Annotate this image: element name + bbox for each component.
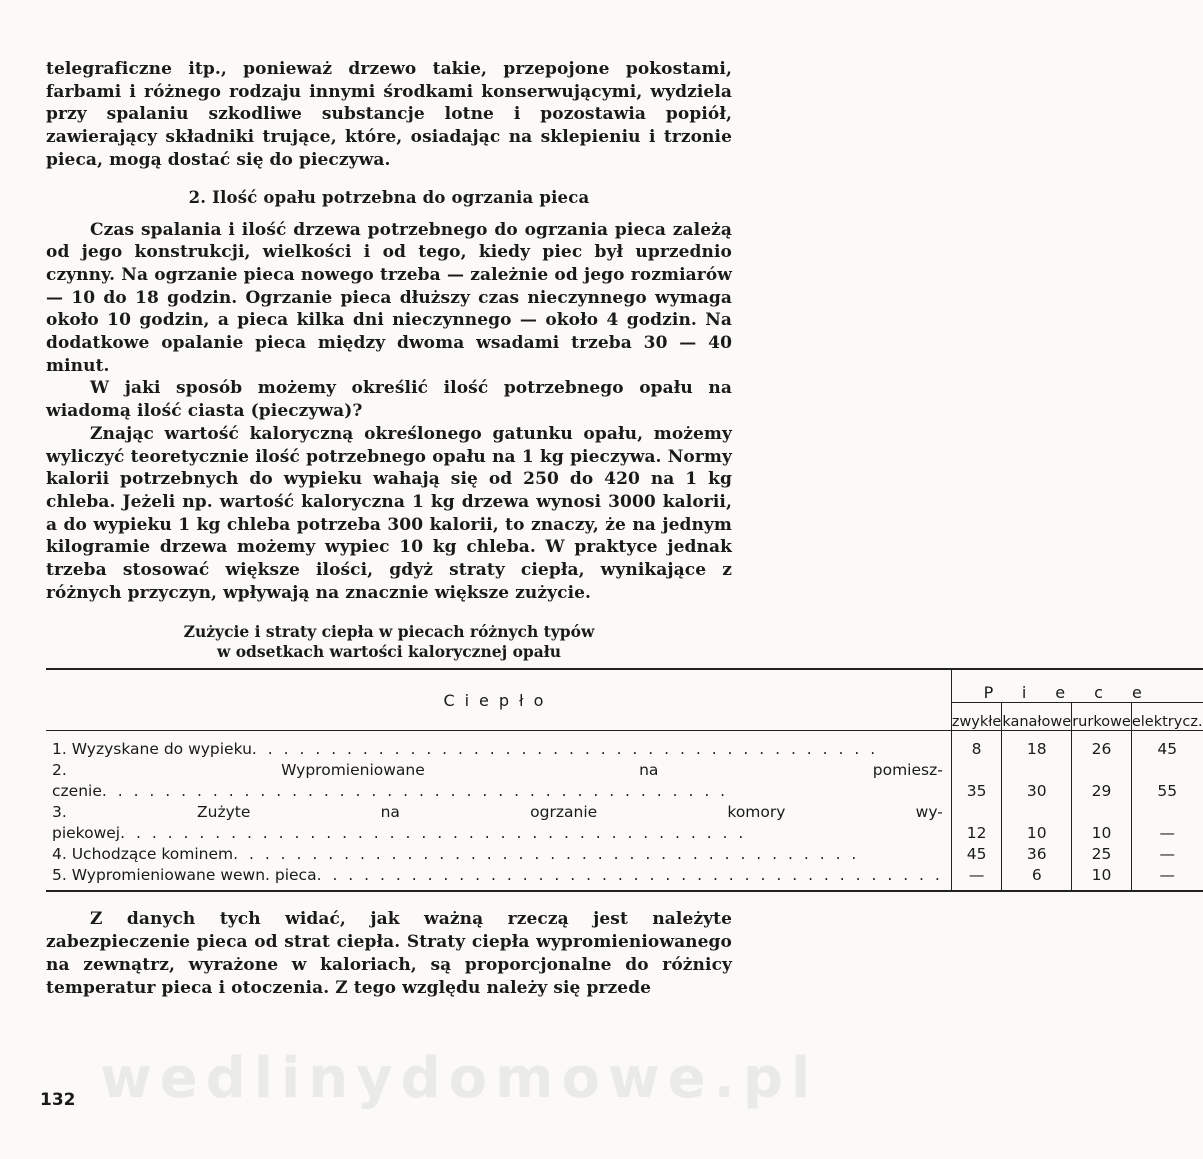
- table-caption-line1: Zużycie i straty ciepła w piecach różnych typów: [183, 622, 595, 642]
- row-label: [46, 731, 951, 761]
- table-cell: 45: [966, 845, 987, 864]
- row-label: [46, 802, 951, 844]
- table-row: [46, 865, 1203, 891]
- watermark: wedlinydomowe.pl: [100, 1046, 819, 1111]
- table-cell: 10: [1002, 802, 1072, 844]
- section-heading: 2. Ilość opału potrzebna do ogrzania pieca: [188, 187, 590, 207]
- row-label-text: 4. Uchodzące kominem: [52, 845, 234, 864]
- table-cell: 12: [966, 824, 987, 843]
- table-cell: —: [1131, 844, 1202, 865]
- row-label-text: 2. Wypromieniowane na pomiesz-: [52, 761, 943, 780]
- table-row: [46, 760, 1203, 802]
- heat-table: [46, 668, 1203, 892]
- page-body: [46, 58, 1203, 999]
- table-cell: 10: [1072, 865, 1132, 891]
- row-label: [46, 865, 951, 891]
- table-cell: —: [1131, 802, 1202, 844]
- paragraph-1: telegraficzne itp., ponieważ drzewo takie, przepojone pokostami, farbami i różnego rodzaju innymi środkami konserwującymi, wydziela przy spalaniu szkodliwe substancje lotne i pozostawia popiół, zawierający składniki trujące, które, osiadając na sklepieniu i trzonie pieca, mogą dostać się do pieczywa.: [46, 59, 732, 170]
- header-cieplo: Ciepło: [46, 669, 951, 731]
- paragraph-2: Czas spalania i ilość drzewa potrzebnego do ogrzania pieca zależą od jego konstrukcji, wielkości i od tego, kiedy piec był uprzednio czynny. Na ogrzanie pieca nowego trzeba — zależnie od jego rozmiarów — 10 do 18 godzin. Ogrzanie pieca dłuższy czas nieczynnego wymaga około 10 godzin, a pieca kilka dni nieczynnego — około 4 godzin. Na dodatkowe opalanie pieca między dwoma wsadami trzeba 30 — 40 minut.: [46, 219, 732, 376]
- table-cell: 30: [1002, 760, 1072, 802]
- dot-leader: . . . . . . . . . . . . . . . . . . . . . . . . . . . . . . . . . . . . . . . .: [101, 782, 729, 801]
- table-cell: 29: [1072, 760, 1132, 802]
- row-label-text: 5. Wypromieniowane wewn. pieca: [52, 866, 317, 885]
- column-header: rurkowe: [1072, 703, 1132, 731]
- dot-leader: . . . . . . . . . . . . . . . . . . . . . . . . . . . . . . . . . . . . . . . .: [120, 824, 747, 843]
- dot-leader: . . . . . . . . . . . . . . . . . . . . . . . . . . . . . . . . . . . . . . . .: [251, 740, 879, 759]
- table-cell: 18: [1002, 731, 1072, 761]
- row-label: [46, 844, 951, 865]
- table-row: [46, 802, 1203, 844]
- table-cell: 55: [1131, 760, 1202, 802]
- row-label-text: czenie: [52, 782, 102, 801]
- row-label-text: 3. Zużyte na ogrzanie komory wy-: [52, 803, 943, 822]
- column-header: kanałowe: [1002, 703, 1072, 731]
- row-label-text: 1. Wyzyskane do wypieku: [52, 740, 252, 759]
- table-row: [46, 844, 1203, 865]
- table-caption: [46, 622, 732, 662]
- table-cell: 6: [1002, 865, 1072, 891]
- table-cell: 36: [1002, 844, 1072, 865]
- row-label-text: piekowej: [52, 824, 121, 843]
- column-header: elektrycz.: [1131, 703, 1202, 731]
- dot-leader: . . . . . . . . . . . . . . . . . . . . . . . . . . . . . . . . . . . . . . . .: [233, 845, 860, 864]
- paragraph-4: Znając wartość kaloryczną określonego gatunku opału, możemy wyliczyć teoretycznie ilość potrzebnego opału na 1 kg pieczywa. Normy kalorii potrzebnych do wypieku wahają się od 250 do 420 na 1 kg chleba. Jeżeli np. wartość kaloryczna 1 kg drzewa wynosi 3000 kalorii, a do wypieku 1 kg chleba potrzeba 300 kalorii, to znaczy, że na jednym kilogramie drzewa możemy wypiec 10 kg chleba. W praktyce jednak trzeba stosować większe ilości, gdyż straty ciepła, wynikające z różnych przyczyn, wpływają na znacznie większe zużycie.: [46, 423, 732, 603]
- table-row: [46, 731, 1203, 761]
- page-number: 132: [40, 1090, 76, 1110]
- row-label: [46, 760, 951, 802]
- column-header: zwykłe: [951, 703, 1002, 731]
- table-cell: 8: [971, 740, 982, 759]
- paragraph-3: W jaki sposób możemy określić ilość potrzebnego opału na wiadomą ilość ciasta (pieczywa)?: [46, 378, 732, 422]
- table-cell: 25: [1072, 844, 1132, 865]
- table-cell: 35: [966, 782, 987, 801]
- header-piece: Piece: [951, 669, 1202, 703]
- table-cell: —: [1131, 865, 1202, 891]
- table-caption-line2: w odsetkach wartości kalorycznej opału: [216, 642, 562, 662]
- dot-leader: . . . . . . . . . . . . . . . . . . . . . . . . . . . . . . . . . . . . . . . .: [316, 866, 943, 885]
- table-cell: 45: [1131, 731, 1202, 761]
- table-cell: —: [968, 866, 985, 885]
- table-cell: 10: [1072, 802, 1132, 844]
- paragraph-5: Z danych tych widać, jak ważną rzeczą jest należyte zabezpieczenie pieca od strat ciepła. Straty ciepła wypromieniowanego na zewnątrz, wyrażone w kaloriach, są proporcjonalne do różnicy temperatur pieca i otoczenia. Z tego względu należy się przede: [46, 909, 732, 998]
- table-body: [46, 731, 1203, 892]
- table-cell: 26: [1072, 731, 1132, 761]
